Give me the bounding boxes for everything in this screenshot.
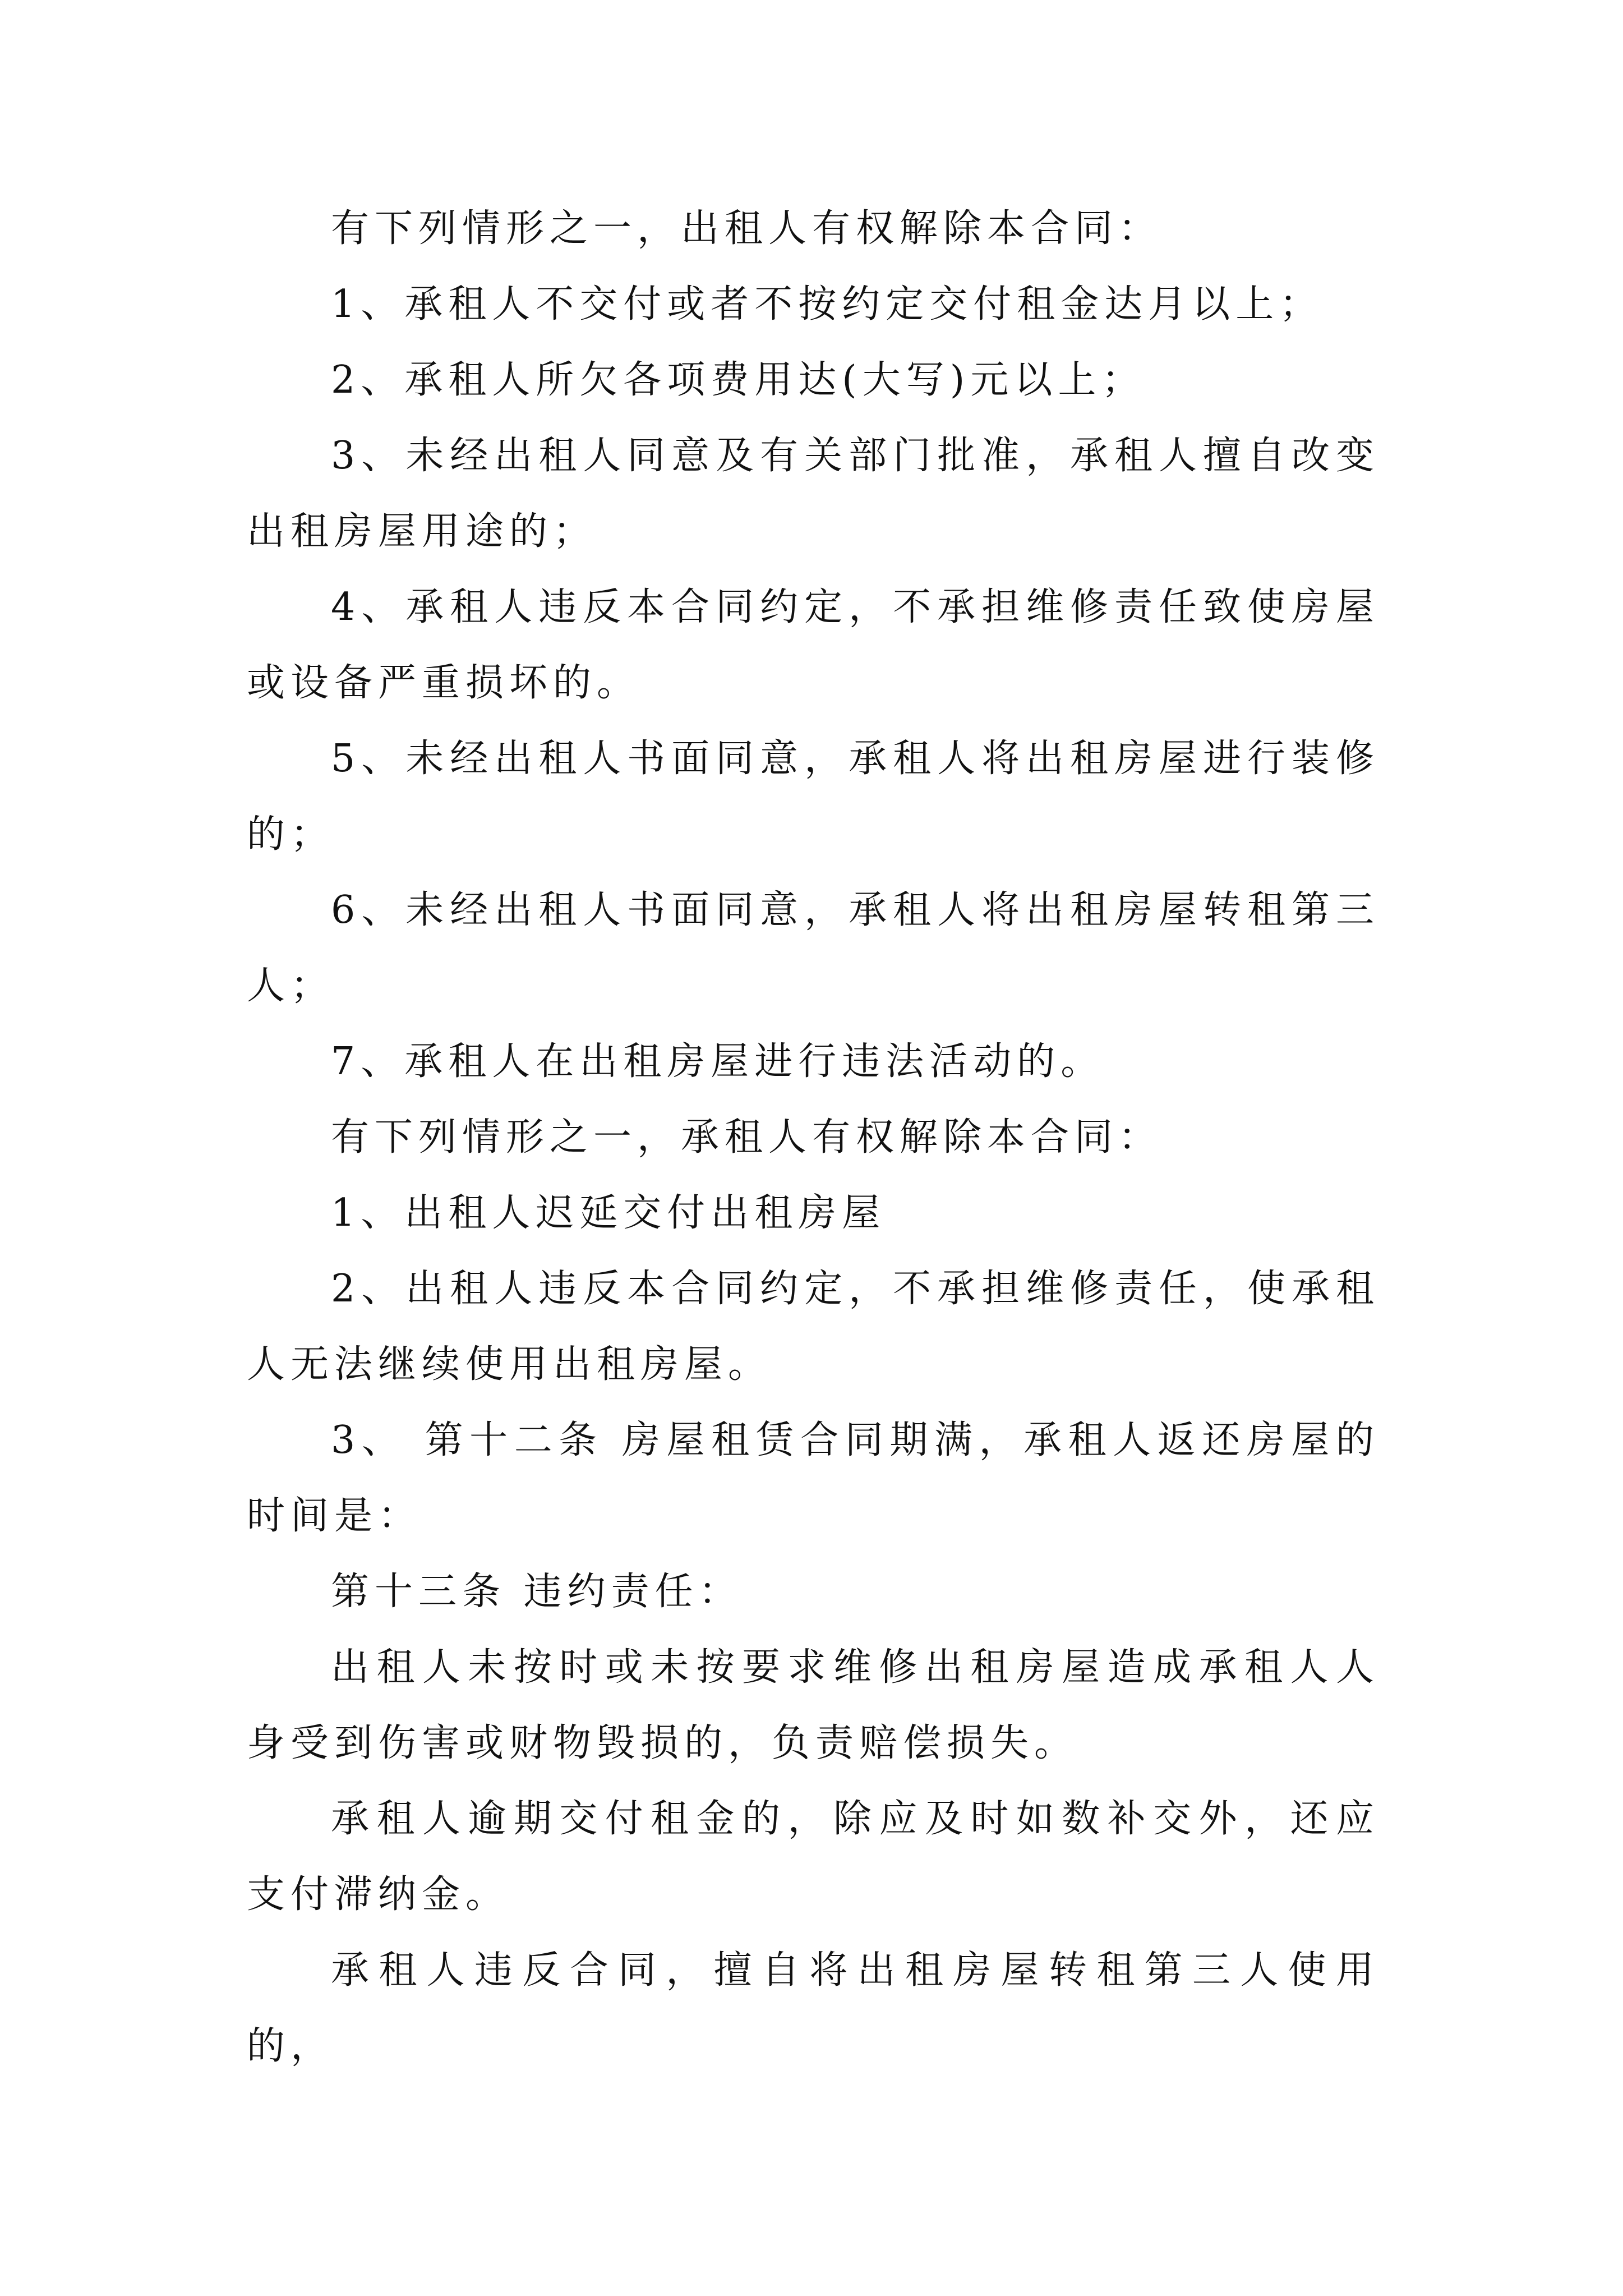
paragraph-article-12: 3、 第十二条 房屋租赁合同期满，承租人返还房屋的时间是：	[247, 1418, 1380, 1538]
paragraph-landlord-item-3: 3、未经出租人同意及有关部门批准，承租人擅自改变出租房屋用途的；	[247, 434, 1380, 554]
paragraph-tenant-termination-heading: 有下列情形之一，承租人有权解除本合同：	[331, 1115, 1163, 1159]
paragraph-landlord-item-1: 1、承租人不交付或者不按约定交付租金达月以上；	[331, 282, 1324, 326]
paragraph-landlord-item-2: 2、承租人所欠各项费用达(大写)元以上；	[331, 358, 1146, 402]
paragraph-landlord-item-4: 4、承租人违反本合同约定，不承担维修责任致使房屋或设备严重损坏的。	[247, 585, 1380, 705]
paragraph-tenant-item-2: 2、出租人违反本合同约定，不承担维修责任，使承租人无法继续使用出租房屋。	[247, 1267, 1380, 1387]
paragraph-landlord-item-6: 6、未经出租人书面同意，承租人将出租房屋转租第三人；	[247, 888, 1380, 1008]
paragraph-sublet-breach: 承租人违反合同，擅自将出租房屋转租第三人使用的，	[247, 1948, 1380, 2068]
paragraph-landlord-termination-heading: 有下列情形之一，出租人有权解除本合同：	[331, 206, 1163, 251]
paragraph-late-rent: 承租人逾期交付租金的，除应及时如数补交外，还应支付滞纳金。	[247, 1797, 1380, 1917]
paragraph-landlord-item-5: 5、未经出租人书面同意，承租人将出租房屋进行装修的；	[247, 737, 1380, 857]
paragraph-tenant-item-1: 1、出租人迟延交付出租房屋	[331, 1191, 886, 1235]
paragraph-landlord-item-7: 7、承租人在出租房屋进行违法活动的。	[331, 1039, 1105, 1084]
document-body	[247, 191, 1380, 2084]
paragraph-landlord-liability: 出租人未按时或未按要求维修出租房屋造成承租人人身受到伤害或财物毁损的，负责赔偿损失。	[247, 1645, 1380, 1765]
paragraph-article-13-heading: 第十三条 违约责任：	[331, 1570, 743, 1614]
